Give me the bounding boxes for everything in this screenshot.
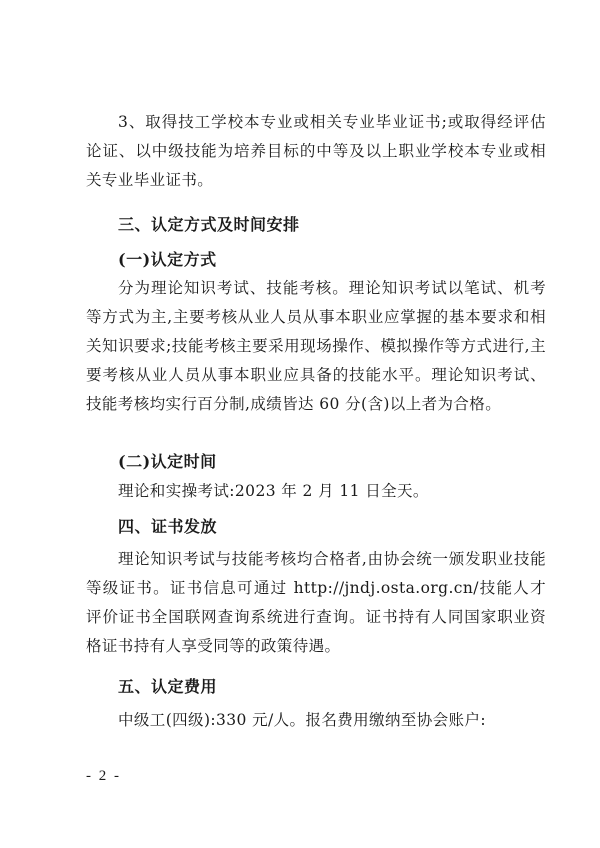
subsection-heading-time: (二)认定时间 xyxy=(118,452,217,471)
section-heading-certificate-issuance: 四、证书发放 xyxy=(118,517,218,536)
subsection-heading-method: (一)认定方式 xyxy=(118,250,217,269)
paragraph-assessment-method: 分为理论知识考试、技能考核。理论知识考试以笔试、机考等方式为主,主要考核从业人员从事本职业应掌握的基本要求和相关知识要求;技能考核主要采用现场操作、模拟操作等方式进行,主要考核从业人员从事本职业应具备的技能水平。理论知识考试、技能考核均实行百分制,成绩皆达 60 分(含)以上者为合格。 xyxy=(86,279,546,413)
paragraph-exam-time: 理论和实操考试:2023 年 2 月 11 日全天。 xyxy=(118,482,429,500)
section-heading-method-and-schedule: 三、认定方式及时间安排 xyxy=(118,215,300,234)
page-number: - 2 - xyxy=(86,768,121,784)
paragraph-certificate-requirement: 3、取得技工学校本专业或相关专业毕业证书;或取得经评估论证、以中级技能为培养目标的中等及以上职业学校本专业或相关专业毕业证书。 xyxy=(86,113,546,189)
section-heading-fees: 五、认定费用 xyxy=(118,677,218,696)
paragraph-fees: 中级工(四级):330 元/人。报名费用缴纳至协会账户: xyxy=(118,711,486,729)
paragraph-certificate-issuance: 理论知识考试与技能考核均合格者,由协会统一颁发职业技能等级证书。证书信息可通过 http://jndj.osta.org.cn/技能人才评价证书全国联网查询系统进行查询。证书持有人同国家职业资格证书持有人享受同等的政策待遇。 xyxy=(86,550,546,655)
